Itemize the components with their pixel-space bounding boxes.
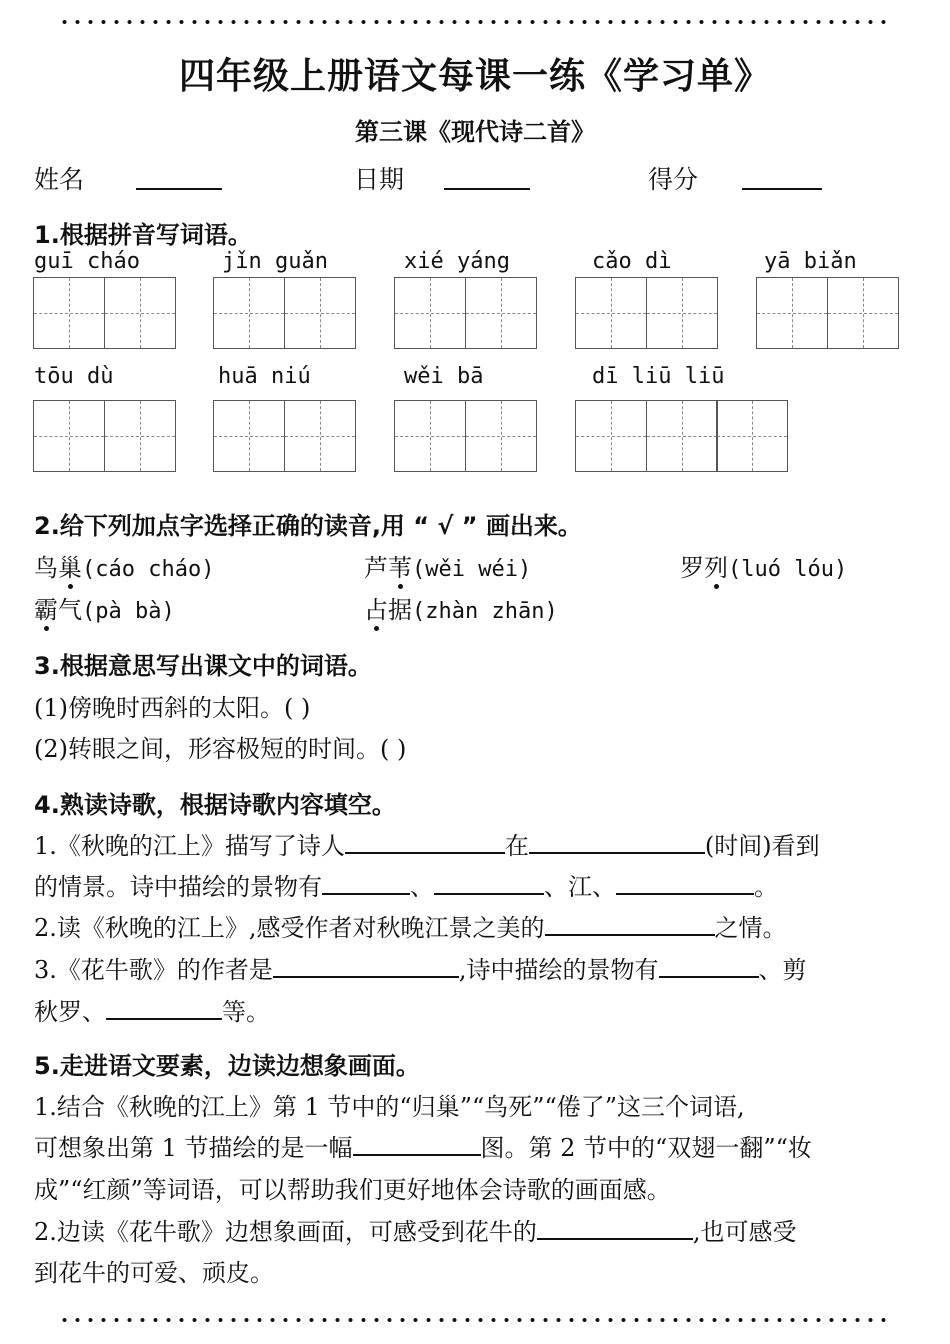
top-dotted-border — [58, 20, 894, 24]
pinyin: yā biǎn — [764, 249, 857, 274]
writing-cell[interactable] — [756, 277, 828, 349]
char-grid — [33, 400, 176, 472]
reading-options[interactable]: (pà bà) — [82, 599, 175, 624]
char-grid — [394, 400, 537, 472]
q2-item: 霸气(pà bà) — [34, 590, 175, 625]
fill-blank[interactable] — [345, 828, 505, 854]
q4-line: 的情景。诗中描绘的景物有 、 、江、 。 — [34, 867, 778, 902]
writing-cell[interactable] — [213, 277, 285, 349]
score-label: 得分 — [648, 165, 699, 194]
writing-cell[interactable] — [465, 277, 537, 349]
char-grid — [575, 400, 788, 472]
fill-blank[interactable] — [529, 828, 705, 854]
bottom-dotted-border — [58, 1318, 894, 1322]
dotted-char: 占 — [364, 590, 388, 625]
reading-options[interactable]: (cáo cháo) — [82, 557, 215, 582]
q2-item: 鸟巢(cáo cháo) — [34, 548, 214, 583]
pinyin: tōu dù — [34, 364, 114, 389]
score-field[interactable] — [742, 160, 822, 190]
reading-options[interactable]: (luó lóu) — [728, 557, 848, 582]
dotted-char: 霸 — [34, 590, 58, 625]
fill-blank[interactable] — [106, 994, 222, 1020]
writing-cell[interactable] — [33, 400, 105, 472]
dotted-char: 列 — [704, 548, 728, 583]
q3-item[interactable]: (2)转眼之间，形容极短的时间。( ) — [34, 735, 407, 763]
q2-heading: 2.给下列加点字选择正确的读音,用 “ √ ” 画出来。 — [34, 512, 582, 540]
q4-line: 秋罗、 等。 — [34, 992, 270, 1027]
q4-line: 3.《花牛歌》的作者是 ,诗中描绘的景物有 、剪 — [34, 950, 807, 985]
writing-cell[interactable] — [104, 400, 176, 472]
reading-options[interactable]: (zhàn zhān) — [412, 599, 558, 624]
q3-item[interactable]: (1)傍晚时西斜的太阳。( ) — [34, 694, 311, 722]
writing-cell[interactable] — [394, 400, 466, 472]
writing-cell[interactable] — [394, 277, 466, 349]
fill-blank[interactable] — [537, 1214, 693, 1240]
q4-line: 2.读《秋晚的江上》,感受作者对秋晚江景之美的 之情。 — [34, 908, 787, 943]
q3-heading: 3.根据意思写出课文中的词语。 — [34, 652, 372, 680]
pinyin: wěi bā — [404, 364, 484, 389]
reading-options[interactable]: (wěi wéi) — [412, 557, 532, 582]
fill-blank[interactable] — [273, 952, 459, 978]
q5-line: 2.边读《花牛歌》边想象画面，可感受到花牛的 ,也可感受 — [34, 1212, 797, 1247]
fill-blank[interactable] — [545, 910, 715, 936]
fill-blank[interactable] — [616, 869, 754, 895]
char-grid — [756, 277, 899, 349]
q4-line: 1.《秋晚的江上》描写了诗人 在 (时间)看到 — [34, 826, 820, 861]
writing-cell[interactable] — [33, 277, 105, 349]
writing-cell[interactable] — [213, 400, 285, 472]
writing-cell[interactable] — [646, 400, 718, 472]
dotted-char: 苇 — [388, 548, 412, 583]
writing-cell[interactable] — [646, 277, 718, 349]
char-grid — [394, 277, 537, 349]
q2-item: 芦苇(wěi wéi) — [364, 548, 531, 583]
name-field[interactable] — [136, 160, 222, 190]
q2-item: 占据(zhàn zhān) — [364, 590, 558, 625]
dotted-char: 巢 — [58, 548, 82, 583]
writing-cell[interactable] — [575, 277, 647, 349]
name-label: 姓名 — [34, 165, 85, 194]
q4-heading: 4.熟读诗歌，根据诗歌内容填空。 — [34, 791, 396, 819]
page-title: 四年级上册语文每课一练《学习单》 — [178, 56, 771, 97]
q5-heading: 5.走进语文要素，边读边想象画面。 — [34, 1052, 420, 1080]
q5-line: 成”“红颜”等词语，可以帮助我们更好地体会诗歌的画面感。 — [34, 1176, 671, 1204]
char-grid — [213, 277, 356, 349]
char-grid — [213, 400, 356, 472]
q2-item: 罗列(luó lóu) — [680, 548, 847, 583]
pinyin: cǎo dì — [592, 249, 672, 274]
pinyin: huā niú — [218, 364, 311, 389]
date-field[interactable] — [444, 160, 530, 190]
fill-blank[interactable] — [659, 952, 759, 978]
pinyin: dī liū liū — [592, 364, 725, 389]
fill-blank[interactable] — [353, 1130, 481, 1156]
char-grid — [33, 277, 176, 349]
date-label: 日期 — [354, 165, 405, 194]
pinyin: xié yáng — [404, 249, 510, 274]
char-grid — [575, 277, 718, 349]
pinyin: guī cháo — [34, 249, 140, 274]
lesson-subtitle: 第三课《现代诗二首》 — [355, 118, 595, 146]
q5-line: 可想象出第 1 节描绘的是一幅 图。第 2 节中的“双翅一翻”“妆 — [34, 1128, 812, 1163]
pinyin: jǐn guǎn — [222, 249, 328, 274]
writing-cell[interactable] — [284, 277, 356, 349]
writing-cell[interactable] — [716, 400, 788, 472]
fill-blank[interactable] — [434, 869, 544, 895]
fill-blank[interactable] — [322, 869, 410, 895]
writing-cell[interactable] — [575, 400, 647, 472]
writing-cell[interactable] — [465, 400, 537, 472]
writing-cell[interactable] — [827, 277, 899, 349]
q5-line: 到花牛的可爱、顽皮。 — [34, 1259, 274, 1287]
writing-cell[interactable] — [284, 400, 356, 472]
q5-line: 1.结合《秋晚的江上》第 1 节中的“归巢”“鸟死”“倦了”这三个词语, — [34, 1093, 745, 1121]
writing-cell[interactable] — [104, 277, 176, 349]
q1-heading: 1.根据拼音写词语。 — [34, 221, 252, 249]
